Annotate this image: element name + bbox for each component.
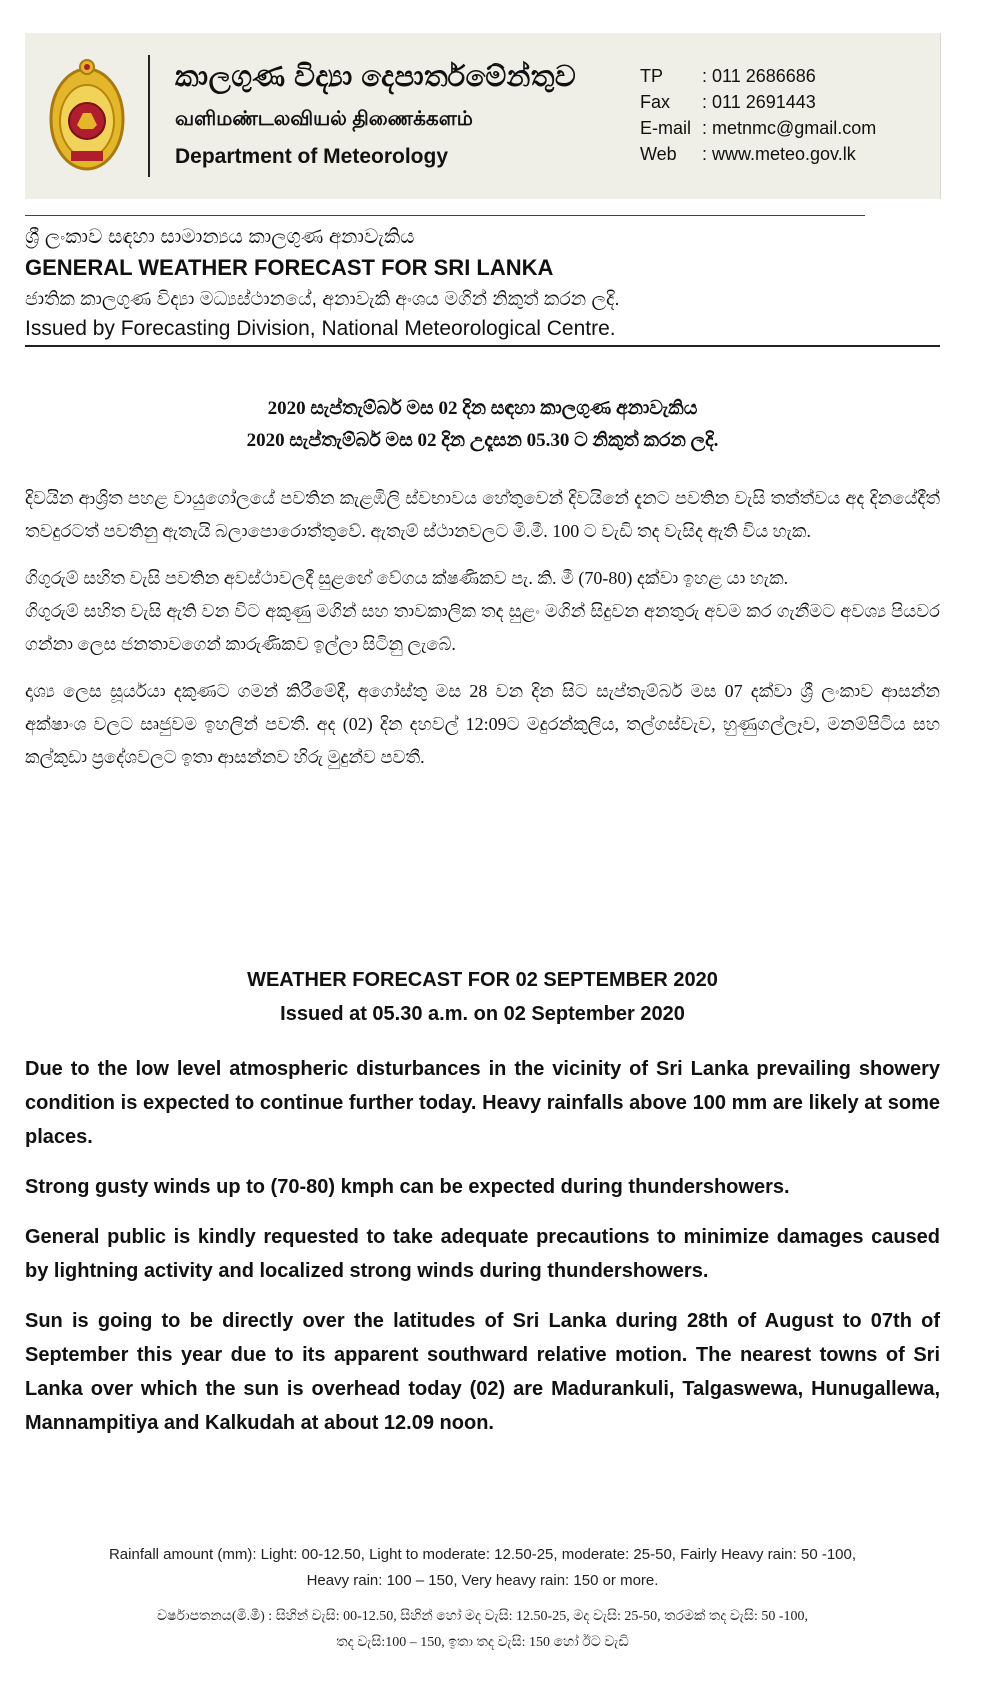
forecast-title-english: GENERAL WEATHER FORECAST FOR SRI LANKA bbox=[25, 255, 554, 280]
rainfall-legend-sinhala bbox=[25, 1604, 940, 1656]
sinhala-paragraph-sun: දෘශ්‍ය ලෙස සූර්යයා දකුණට ගමන් කිරීමේදී, අගෝස්තු මස 28 වන දින සිට සැප්තැම්බර් මස 07 දක්වා ශ්‍රී ලංකාව ආසන්න අක්ෂාංශ වලට සෘජුවම ඉහලින් පවතී. අද (02) දින දහවල් 12:09ට මදුරන්කුලිය, තල්ගස්වැව, හුණුගල්ලෑව, මනම්පිටිය සහ කල්කුඩා ප්‍රදේශවලට ඉතා ආසන්නව හිරු මුදුන්ව පවතී. bbox=[25, 681, 940, 767]
contact-label: Web bbox=[640, 144, 677, 164]
contact-value: : www.meteo.gov.lk bbox=[702, 144, 856, 164]
sinhala-paragraph-winds-line2: ගිගුරුම් සහිත වැසි ඇති වන විට අකුණු මගින් සහ තාවකාලික තද සුළං මගින් සිදුවන අනතුරු අවම කර ගැනීමට අවශ්‍ය පියවර ගන්නා ලෙස ජනතාවගෙන් කාරුණිකව ඉල්ලා සිටිනු ලැබේ. bbox=[25, 601, 940, 654]
english-paragraph-precautions: General public is kindly requested to take adequate precautions to minimize damages caused by lightning activity and localized strong winds during thundershowers. bbox=[25, 1226, 940, 1282]
sinhala-heading-line2: 2020 සැප්තැම්බර් මස 02 දින උදෑසන 05.30 ට නිකුත් කරන ලදි. bbox=[246, 430, 719, 451]
contact-label: Fax bbox=[640, 92, 671, 112]
dept-name-sinhala: කාලගුණ විද්‍යා දෙපාර්තමේන්තුව bbox=[175, 61, 577, 93]
contact-row-web bbox=[640, 141, 876, 167]
sinhala-forecast-body bbox=[25, 482, 940, 788]
department-name-block bbox=[175, 61, 576, 169]
sinhala-forecast-heading bbox=[25, 393, 940, 457]
contact-value: : 011 2686686 bbox=[702, 66, 816, 86]
rainfall-legend-english-line1: Rainfall amount (mm): Light: 00-12.50, Light to moderate: 12.50-25, moderate: 25-50, Fairly Heavy rain: 50 -100, bbox=[108, 1546, 857, 1563]
rainfall-legend-sinhala-line1: වර්ෂාපතනය(මි.මී) : සිහින් වැසි: 00-12.50, සිහින් හෝ මද වැසි: 12.50-25, මද වැසි: 25-50, තරමක් තද වැසි: 50 -100, bbox=[156, 1609, 809, 1624]
english-paragraph-rain: Due to the low level atmospheric disturbances in the vicinity of Sri Lanka prevailing showery condition is expected to continue further today. Heavy rainfalls above 100 mm are likely at some places. bbox=[25, 1058, 940, 1148]
english-heading-line1: WEATHER FORECAST FOR 02 SEPTEMBER 2020 bbox=[247, 969, 718, 991]
contact-value: : metnmc@gmail.com bbox=[702, 118, 877, 138]
header-rule bbox=[25, 215, 865, 216]
dept-name-english: Department of Meteorology bbox=[175, 145, 449, 168]
english-heading-line2: Issued at 05.30 a.m. on 02 September 2020 bbox=[280, 1003, 685, 1025]
contact-value: : 011 2691443 bbox=[702, 92, 816, 112]
sri-lanka-emblem-icon bbox=[47, 55, 127, 173]
forecast-title-block bbox=[25, 226, 940, 341]
rainfall-legend-sinhala-line2: තද වැසි:100 – 150, ඉතා තද වැසි: 150 හෝ ඊට වැඩි bbox=[336, 1635, 629, 1650]
rainfall-legend-english-line2: Heavy rain: 100 – 150, Very heavy rain: 150 or more. bbox=[306, 1572, 659, 1589]
contact-label: TP bbox=[640, 66, 664, 86]
sinhala-paragraph-winds-line1: ගිගුරුම් සහිත වැසි පවතින අවස්ථාවලදී සුළඟේ වේගය ක්ෂණිකව පැ. කි. මී (70-80) දක්වා ඉහළ යා හැක. bbox=[25, 568, 789, 588]
sinhala-heading-line1: 2020 සැප්තැම්බර් මස 02 දින සඳහා කාලගුණ අනාවැකිය bbox=[267, 398, 698, 419]
sinhala-paragraph-winds bbox=[25, 562, 940, 661]
english-forecast-heading bbox=[25, 963, 940, 1031]
contact-block bbox=[640, 63, 876, 167]
english-paragraph-sun: Sun is going to be directly over the latitudes of Sri Lanka during 28th of August to 07th of September this year due to its apparent southward relative motion. The nearest towns of Sri Lanka over which the sun is overhead today (02) are Madurankuli, Talgaswewa, Hunugallewa, Mannampitiya and Kalkudah at about 12.09 noon. bbox=[25, 1310, 940, 1434]
english-forecast-body bbox=[25, 1052, 940, 1456]
contact-label: E-mail bbox=[640, 118, 692, 138]
contact-row-fax bbox=[640, 89, 876, 115]
header-divider bbox=[148, 55, 150, 177]
forecast-title-sinhala: ශ්‍රී ලංකාව සඳහා සාමාන්‍යය කාලගුණ අනාවැකිය bbox=[25, 226, 415, 248]
dept-name-tamil: வளிமண்டலவியல் திணைக்களம் bbox=[175, 108, 473, 130]
sinhala-paragraph-rain: දිවයින ආශ්‍රිත පහළ වායුගෝලයේ පවතින කැළඹිලි ස්වභාවය හේතුවෙන් දිවයිනේ දැනට පවතින වැසි තත්ත්වය අද දිනයේදීත් තවදුරටත් පවතිනු ඇතැයි බලාපොරොත්තුවේ. ඇතැම් ස්ථානවලට මි.මී. 100 ට වැඩි තද වැසිද ඇති විය හැක. bbox=[25, 488, 940, 541]
english-paragraph-winds: Strong gusty winds up to (70-80) kmph can be expected during thundershowers. bbox=[25, 1176, 790, 1198]
issued-by-sinhala: ජාතික කාලගුණ විද්‍යා මධ්‍යස්ථානයේ, අනාවැකි අංශය මගින් නිකුත් කරන ලදි. bbox=[25, 289, 620, 310]
contact-row-tp bbox=[640, 63, 876, 89]
letterhead bbox=[25, 33, 941, 199]
rainfall-legend-english bbox=[25, 1542, 940, 1594]
issued-by-english: Issued by Forecasting Division, National Meteorological Centre. bbox=[25, 317, 616, 340]
contact-row-email bbox=[640, 115, 876, 141]
title-rule bbox=[25, 345, 940, 347]
